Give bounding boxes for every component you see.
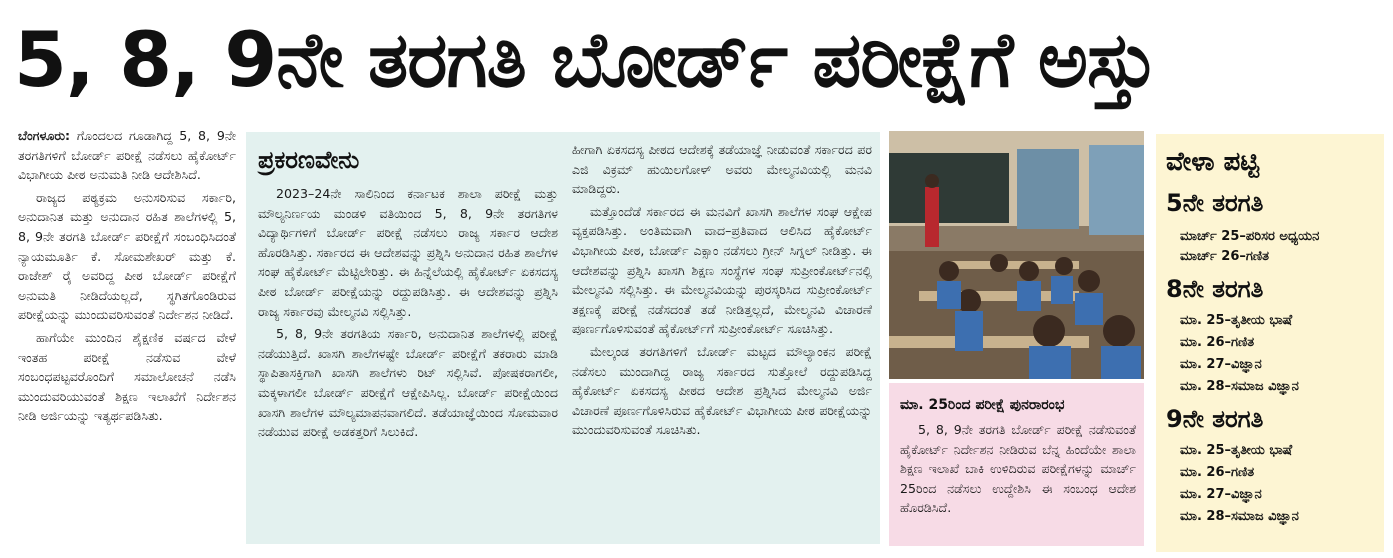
schedule-grade-5: 5ನೇ ತರಗತಿ [1166, 189, 1264, 217]
restart-paragraph: 5, 8, 9ನೇ ತರಗತಿ ಬೋರ್ಡ್ ಪರೀಕ್ಷೆ ನಡೆಸುವಂತೆ ಹೈಕೋರ್ಟ್ ನಿರ್ದೇಶನ ನೀಡಿರುವ ಬೆನ್ನ ಹಿಂದೆಯೇ ಶಾಲಾ ಶಿಕ್ಷಣ ಇಲಾಖೆ ಬಾಕಿ ಉಳಿದಿರುವ ಪರೀಕ್ಷೆಗಳನ್ನು ಮಾರ್ಚ್ 25ರಿಂದ ನಡೆಸಲು ಉದ್ದೇಶಿಸಿ ಈ ಸಂಬಂಧ ಆದೇಶ ಹೊರಡಿಸಿದೆ. [900, 422, 1136, 516]
schedule-title: ವೇಳಾ ಪಟ್ಟಿ [1166, 147, 1260, 177]
story-paragraph: ಹಾಗೆಯೇ ಮುಂದಿನ ಶೈಕ್ಷಣಿಕ ವರ್ಷದ ವೇಳೆ ಇಂತಹ ಪರೀಕ್ಷೆ ನಡೆಸುವ ವೇಳೆ ಸಂಬಂಧಪಟ್ಟವರೊಂದಿಗೆ ಸಮಾಲೋಚನೆ ನಡೆಸಿ ಮುಂದುವರಿಯುವಂತೆ ಶಿಕ್ಷಣ ಇಲಾಖೆಗೆ ನಿರ್ದೇಶನ ನೀಡಿ ಅರ್ಜಿಯನ್ನು ಇತ್ಯರ್ಥಪಡಿಸಿತು. [18, 329, 236, 424]
schedule-item: ಮಾ. 25–ತೃತೀಯ ಭಾಷೆ [1180, 313, 1293, 328]
classroom-photo [889, 131, 1144, 379]
classroom-illustration [889, 131, 1144, 379]
restart-box-heading: ಮಾ. 25ರಿಂದ ಪರೀಕ್ಷೆ ಪುನರಾರಂಭ [900, 397, 1065, 413]
schedule-item: ಮಾ. 27–ವಿಜ್ಞಾನ [1180, 487, 1262, 502]
schedule-item: ಮಾ. 25–ತೃತೀಯ ಭಾಷೆ [1180, 443, 1293, 458]
schedule-grade-9: 9ನೇ ತರಗತಿ [1166, 405, 1264, 433]
case-paragraph: 2023–24ನೇ ಸಾಲಿನಿಂದ ಕರ್ನಾಟಕ ಶಾಲಾ ಪರೀಕ್ಷೆ ಮತ್ತು ಮೌಲ್ಯನಿರ್ಣಯ ಮಂಡಳಿ ವತಿಯಿಂದ 5, 8, 9ನೇ ತರಗತಿಗಳ ವಿದ್ಯಾರ್ಥಿಗಳಿಗೆ ಬೋರ್ಡ್ ಪರೀಕ್ಷೆ ನಡೆಸಲು ರಾಜ್ಯ ಸರ್ಕಾರ ಆದೇಶ ಹೊರಡಿಸಿತ್ತು. ಸರ್ಕಾರದ ಈ ಆದೇಶವನ್ನು ಪ್ರಶ್ನಿಸಿ ಅನುದಾನ ರಹಿತ ಶಾಲೆಗಳ ಸಂಘ ಹೈಕೋರ್ಟ್ ಮೆಟ್ಟಿಲೇರಿತ್ತು. ಈ ಹಿನ್ನೆಲೆಯಲ್ಲಿ ಹೈಕೋರ್ಟ್ ಏಕಸದಸ್ಯ ಪೀಠ ಬೋರ್ಡ್ ಪರೀಕ್ಷೆಯನ್ನು ರದ್ದುಪಡಿಸಿತ್ತು. ಈ ಆದೇಶವನ್ನು ಪ್ರಶ್ನಿಸಿ ರಾಜ್ಯ ಸರ್ಕಾರವು ಮೇಲ್ಮನವಿ ಸಲ್ಲಿಸಿತ್ತು. [258, 186, 558, 319]
schedule-item: ಮಾರ್ಚ್ 25–ಪರಿಸರ ಅಧ್ಯಯನ [1180, 229, 1320, 244]
case-paragraph: ಹೀಗಾಗಿ ಏಕಸದಸ್ಯ ಪೀಠದ ಆದೇಶಕ್ಕೆ ತಡೆಯಾಜ್ಞೆ ನೀಡುವಂತೆ ಸರ್ಕಾರದ ಪರ ಎಜಿ ವಿಕ್ರಮ್ ಹುಯಿಲಗೋಳ್ ಅವರು ಮೇಲ್ಮನವಿಯಲ್ಲಿ ಮನವಿ ಮಾಡಿದ್ದರು. [572, 142, 872, 197]
schedule-item: ಮಾ. 26–ಗಣಿತ [1180, 335, 1255, 350]
lead-story-column [18, 126, 236, 554]
story-paragraph: ರಾಜ್ಯದ ಪಠ್ಯಕ್ರಮ ಅನುಸರಿಸುವ ಸರ್ಕಾರಿ, ಅನುದಾನಿತ ಮತ್ತು ಅನುದಾನ ರಹಿತ ಶಾಲೆಗಳಲ್ಲಿ 5, 8, 9ನೇ ತರಗತಿ ಬೋರ್ಡ್ ಪರೀಕ್ಷೆಗೆ ಸಂಬಂಧಿಸಿದಂತೆ ನ್ಯಾಯಮೂರ್ತಿ ಕೆ. ಸೋಮಶೇಖರ್ ಮತ್ತು ಕೆ. ರಾಜೇಶ್ ರೈ ಅವರಿದ್ದ ಪೀಠ ಬೋರ್ಡ್ ಪರೀಕ್ಷೆಗೆ ಅನುಮತಿ ನೀಡಿದೆಯಲ್ಲದೆ, ಸ್ಥಗಿತಗೊಂಡಿರುವ ಪರೀಕ್ಷೆಯನ್ನು ಮುಂದುವರಿಸುವಂತೆ ನಿರ್ದೇಶನ ನೀಡಿದೆ. [18, 189, 236, 323]
schedule-item: ಮಾ. 28–ಸಮಾಜ ವಿಜ್ಞಾನ [1180, 509, 1299, 524]
lead-paragraph [18, 126, 236, 185]
case-box-heading: ಪ್ರಕರಣವೇನು [258, 146, 360, 174]
schedule-item: ಮಾ. 27–ವಿಜ್ಞಾನ [1180, 357, 1262, 372]
schedule-item: ಮಾರ್ಚ್ 26–ಗಣಿತ [1180, 249, 1270, 264]
headline: 5, 8, 9ನೇ ತರಗತಿ ಬೋರ್ಡ್ ಪರೀಕ್ಷೆಗೆ ಅಸ್ತು [14, 15, 1157, 104]
case-box-column-left [258, 184, 558, 540]
case-paragraph: 5, 8, 9ನೇ ತರಗತಿಯ ಸರ್ಕಾರಿ, ಅನುದಾನಿತ ಶಾಲೆಗಳಲ್ಲಿ ಪರೀಕ್ಷೆ ನಡೆಯುತ್ತಿದೆ. ಖಾಸಗಿ ಶಾಲೆಗಳಷ್ಟೇ ಬೋರ್ಡ್ ಪರೀಕ್ಷೆಗೆ ತಕರಾರು ಮಾಡಿ ಸ್ಥಾಪಿತಾಸಕ್ತಿಗಾಗಿ ಖಾಸಗಿ ಶಾಲೆಗಳು ರಿಟ್ ಸಲ್ಲಿಸಿವೆ. ಪೋಷಕರಾಗಲೀ, ಮಕ್ಕಳಾಗಲೀ ಬೋರ್ಡ್ ಪರೀಕ್ಷೆಗೆ ಆಕ್ಷೇಪಿಸಿಲ್ಲ. ಬೋರ್ಡ್ ಪರೀಕ್ಷೆಯಿಂದ ಖಾಸಗಿ ಶಾಲೆಗಳ ಮೌಲ್ಯಮಾಪನವಾಗಲಿದೆ. ತಡೆಯಾಜ್ಞೆಯಿಂದ ಸೋಮವಾರ ನಡೆಯುವ ಪರೀಕ್ಷೆ ಅಡಕತ್ತರಿಗೆ ಸಿಲುಕಿದೆ. [258, 326, 558, 440]
case-paragraph: ಮೇಲ್ಕಂಡ ತರಗತಿಗಳಿಗೆ ಬೋರ್ಡ್ ಮಟ್ಟದ ಮೌಲ್ಯಾಂಕನ ಪರೀಕ್ಷೆ ನಡೆಸಲು ಮುಂದಾಗಿದ್ದ ರಾಜ್ಯ ಸರ್ಕಾರದ ಸುತ್ತೋಲೆ ರದ್ದುಪಡಿಸಿದ್ದ ಹೈಕೋರ್ಟ್ ಏಕಸದಸ್ಯ ಪೀಠದ ಆದೇಶ ಪ್ರಶ್ನಿಸಿದ ಮೇಲ್ಮನವಿ ಅರ್ಜಿ ವಿಚಾರಣೆ ಪೂರ್ಣಗೊಳಿಸಿರುವ ಹೈಕೋರ್ಟ್ ವಿಭಾಗೀಯ ಪೀಠ ಪರೀಕ್ಷೆಯನ್ನು ಮುಂದುವರಿಸುವಂತೆ ಸೂಚಿಸಿತು. [572, 343, 872, 438]
schedule-item: ಮಾ. 28–ಸಮಾಜ ವಿಜ್ಞಾನ [1180, 379, 1299, 394]
dateline: ಬೆಂಗಳೂರು: [18, 128, 71, 143]
case-box-column-right [572, 140, 872, 540]
lead-text: ಗೊಂದಲದ ಗೂಡಾಗಿದ್ದ 5, 8, 9ನೇ ತರಗತಿಗಳಿಗೆ ಬೋರ್ಡ್ ಪರೀಕ್ಷೆ ನಡೆಸಲು ಹೈಕೋರ್ಟ್ ವಿಭಾಗೀಯ ಪೀಠ ಅನುಮತಿ ನೀಡಿ ಆದೇಶಿಸಿದೆ. [18, 128, 236, 183]
case-paragraph: ಮತ್ತೊಂದೆಡೆ ಸರ್ಕಾರದ ಈ ಮನವಿಗೆ ಖಾಸಗಿ ಶಾಲೆಗಳ ಸಂಘ ಆಕ್ಷೇಪ ವ್ಯಕ್ತಪಡಿಸಿತ್ತು. ಅಂತಿಮವಾಗಿ ವಾದ–ಪ್ರತಿವಾದ ಆಲಿಸಿದ ಹೈಕೋರ್ಟ್ ವಿಭಾಗೀಯ ಪೀಠ, ಬೋರ್ಡ್ ಎಕ್ಸಾಂ ನಡೆಸಲು ಗ್ರೀನ್ ಸಿಗ್ನಲ್ ನೀಡಿತ್ತು. ಈ ಆದೇಶವನ್ನು ಪ್ರಶ್ನಿಸಿ ಖಾಸಗಿ ಶಿಕ್ಷಣ ಸಂಸ್ಥೆಗಳ ಸಂಘ ಸುಪ್ರೀಂಕೋರ್ಟ್‌ನಲ್ಲಿ ಮೇಲ್ಮನವಿ ಸಲ್ಲಿಸಿತ್ತು. ಈ ಮೇಲ್ಮನವಿಯನ್ನು ಪುರಸ್ಕರಿಸಿದ ಸುಪ್ರೀಂಕೋರ್ಟ್ ತಕ್ಷಣಕ್ಕೆ ಪರೀಕ್ಷೆ ನಡೆಸದಂತೆ ತಡೆ ನೀಡಿತ್ತಲ್ಲದೆ, ಮೇಲ್ಮನವಿ ವಿಚಾರಣೆ ಪೂರ್ಣಗೊಳಿಸುವಂತೆ ಹೈಕೋರ್ಟ್‌ಗೆ ಸುಪ್ರೀಂಕೋರ್ಟ್ ಸೂಚಿಸಿತ್ತು. [572, 203, 872, 337]
schedule-item: ಮಾ. 26–ಗಣಿತ [1180, 465, 1255, 480]
schedule-grade-8: 8ನೇ ತರಗತಿ [1166, 275, 1264, 303]
restart-box-text [900, 420, 1136, 544]
